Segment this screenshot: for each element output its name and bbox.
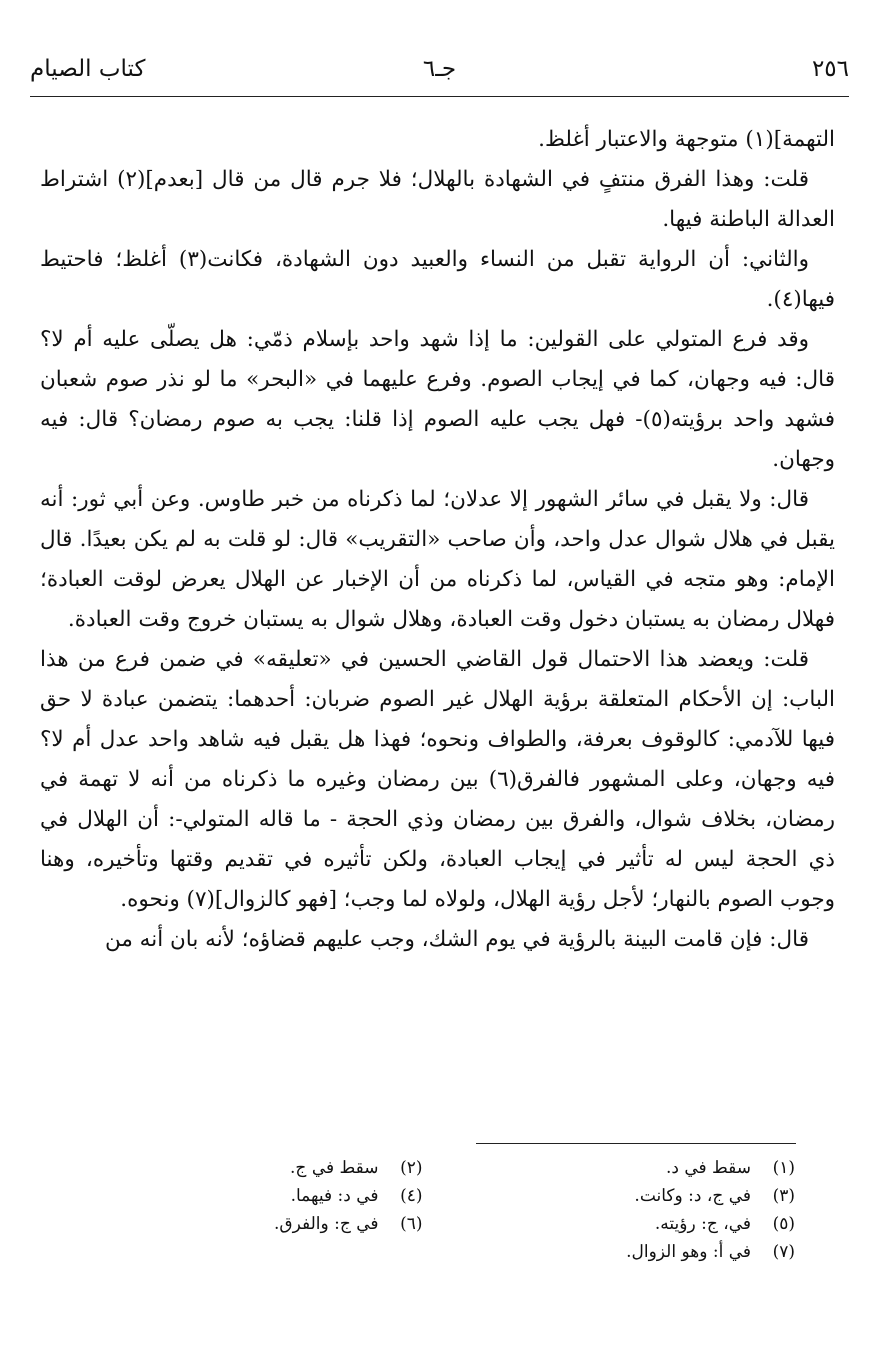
footnote-item xyxy=(453,1182,796,1210)
paragraph: قلت: ويعضد هذا الاحتمال قول القاضي الحسين في «تعليقه» في ضمن فرع من هذا الباب: إن الأحكام المتعلقة برؤية الهلال غير الصوم ضربان: أحدهما: يتضمن عبادة لا حق فيها للآدمي: كالوقوف بعرفة، والطواف ونحوه؛ فهذا هل يقبل فيه شاهد واحد عدل أم لا؟ فيه وجهان، وعلى المشهور فالفرق(٦) بين رمضان وغيره ما ذكرناه من أنه لا تهمة في رمضان، بخلاف شوال، والفرق بين رمضان وذي الحجة - ما قاله المتولي-: أن الهلال في ذي الحجة ليس له تأثير في إيجاب العبادة، ولكن تأثيره في تقديم وقتها وتأخيره، وهنا وجوب الصوم بالنهار؛ لأجل رؤية الهلال، ولولاه لما وجب؛ [فهو كالزوال](٧) ونحوه. xyxy=(40,647,835,912)
footnote-text: في ج: والفرق. xyxy=(274,1214,379,1234)
page-number: ٢٥٦ xyxy=(811,56,849,82)
footnote-text: في ج، د: وكانت. xyxy=(634,1186,751,1206)
paragraph: قلت: وهذا الفرق منتفٍ في الشهادة بالهلال؛ فلا جرم قال من قال [بعدم](٢) اشتراط العدالة الباطنة فيها. xyxy=(40,167,835,232)
footnote-text: في، ج: رؤيته. xyxy=(654,1214,751,1234)
footnote-number: (٥) xyxy=(772,1214,795,1234)
paragraph: قال: فإن قامت البينة بالرؤية في يوم الشك، وجب عليهم قضاؤه؛ لأنه بان أنه من xyxy=(104,927,809,952)
footnote-divider xyxy=(476,1143,796,1144)
footnote-item xyxy=(80,1182,423,1210)
footnote-text: في أ: وهو الزوال. xyxy=(626,1242,751,1262)
footnote-item xyxy=(453,1154,796,1182)
footnote-text: سقط في ج. xyxy=(290,1158,379,1178)
footnote-item xyxy=(453,1210,796,1238)
footnote-item xyxy=(80,1154,423,1182)
footnote-item xyxy=(80,1210,423,1238)
paragraph: التهمة](١) متوجهة والاعتبار أغلظ. xyxy=(538,127,835,152)
footnotes xyxy=(80,1154,795,1266)
paragraph: قال: ولا يقبل في سائر الشهور إلا عدلان؛ لما ذكرناه من خبر طاوس. وعن أبي ثور: أنه يقبل في هلال شوال عدل واحد، وأن صاحب «التقريب» قال: لو قلت به لم يكن بعيدًا. قال الإمام: وهو متجه في القياس، لما ذكرناه من أن الإخبار عن الهلال يعرض لوقت العبادة؛ فهلال رمضان به يستبان دخول وقت العبادة، وهلال شوال به يستبان خروج وقت العبادة. xyxy=(40,487,835,632)
book-title: كتاب الصيام xyxy=(30,56,146,82)
footnote-number: (٦) xyxy=(400,1214,423,1234)
paragraph: وقد فرع المتولي على القولين: ما إذا شهد واحد بإسلام ذمّي: هل يصلّى عليه أم لا؟ قال: فيه وجهان، كما في إيجاب الصوم. وفرع عليهما في «البحر» ما لو نذر صوم شعبان فشهد واحد برؤيته(٥)- فهل يجب عليه الصوم إذا قلنا: يجب به صوم رمضان؟ قال: فيه وجهان. xyxy=(40,327,835,472)
footnote-number: (٣) xyxy=(772,1186,795,1206)
paragraph: والثاني: أن الرواية تقبل من النساء والعبيد دون الشهادة، فكانت(٣) أغلظ؛ فاحتيط فيها(٤). xyxy=(40,247,835,312)
header-divider xyxy=(30,96,849,97)
footnote-item xyxy=(453,1238,796,1266)
footnote-number: (٤) xyxy=(400,1186,423,1206)
footnote-number: (٢) xyxy=(400,1158,423,1178)
footnote-text: سقط في د. xyxy=(665,1158,751,1178)
footnote-number: (١) xyxy=(772,1158,795,1178)
page-header xyxy=(30,56,849,96)
main-text xyxy=(40,120,835,960)
footnote-number: (٧) xyxy=(772,1242,795,1262)
footnote-text: في د: فيهما. xyxy=(290,1186,379,1206)
volume-label: جـ٦ xyxy=(422,56,457,82)
